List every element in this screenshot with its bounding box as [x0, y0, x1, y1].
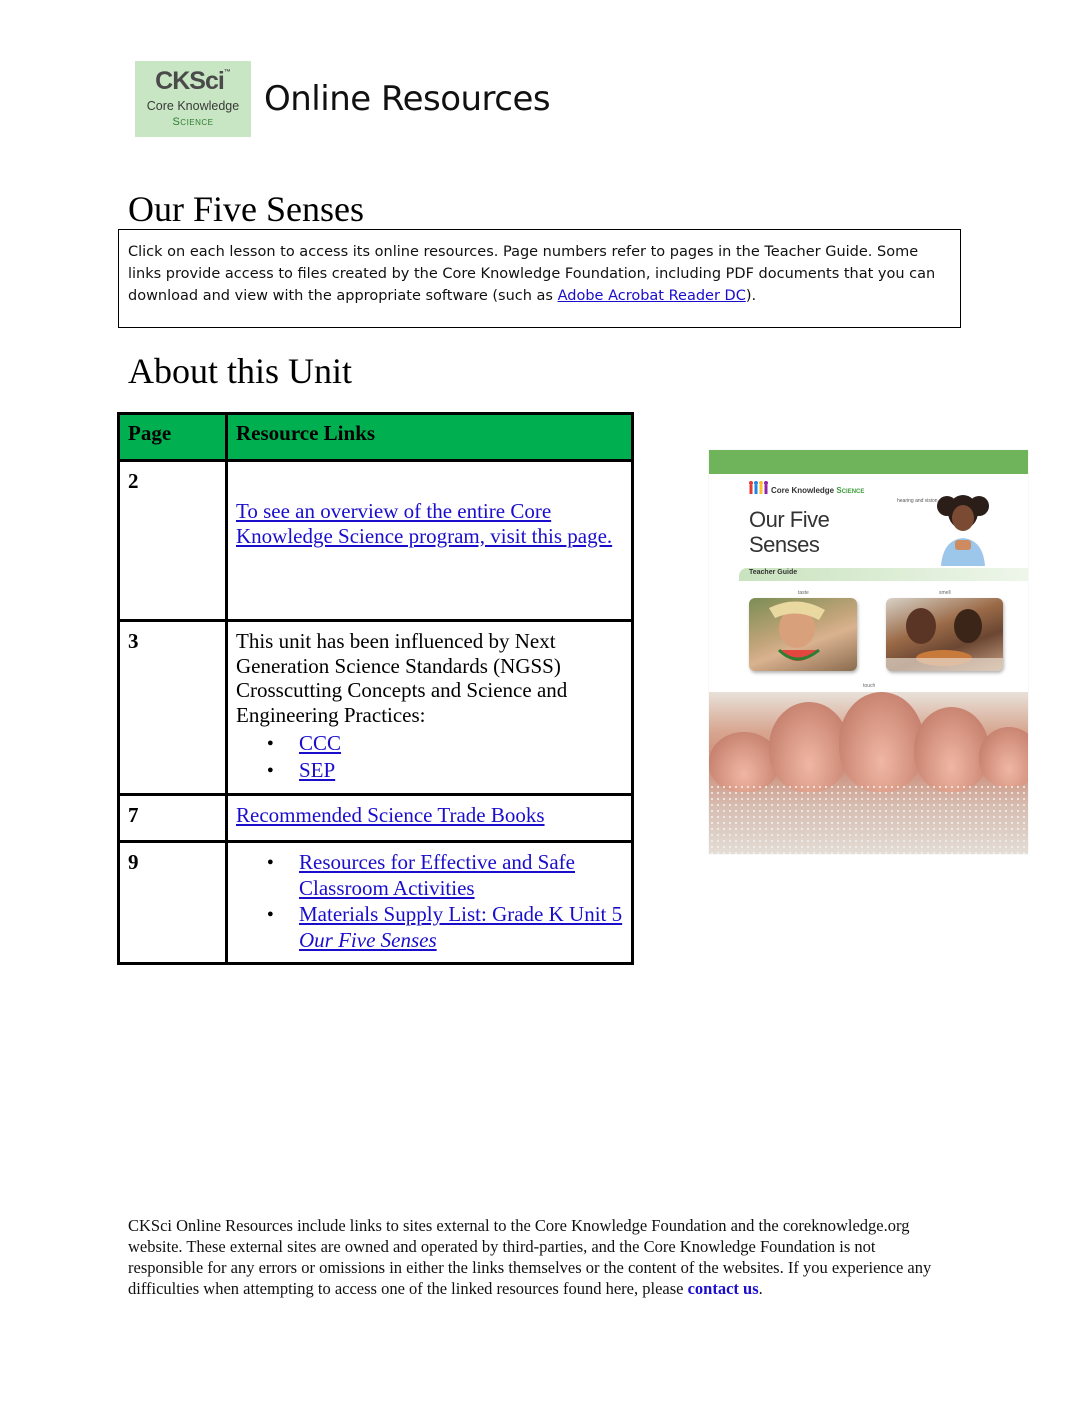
smell-label: smell: [939, 590, 951, 596]
trade-books-link[interactable]: Recommended Science Trade Books: [236, 803, 545, 827]
about-heading: About this Unit: [128, 351, 353, 391]
program-overview-link[interactable]: To see an overview of the entire Core Knowledge Science program, visit this page.: [236, 499, 613, 548]
table-row: [119, 461, 633, 621]
touch-photo: [709, 692, 1028, 854]
list-item: [299, 850, 623, 901]
resources-list: [236, 850, 623, 953]
footer-end: .: [758, 1279, 763, 1298]
cover-title: Our Five Senses: [749, 507, 830, 557]
teacher-guide-label: Teacher Guide: [749, 569, 798, 576]
page-number: 7: [119, 795, 227, 842]
resource-cell: [227, 842, 633, 964]
page-number: 9: [119, 842, 227, 964]
cover-subtitle: hearing and vision: [897, 498, 938, 504]
logo-line3: Science: [172, 116, 214, 128]
safe-activities-link[interactable]: Resources for Effective and Safe Classroom Activities: [299, 850, 575, 900]
supply-list-link[interactable]: Materials Supply List: Grade K Unit 5 Our Five Senses: [299, 902, 623, 952]
cover-brand: Core Knowledge Science: [771, 486, 865, 495]
header-title: Online Resources: [264, 79, 551, 119]
taste-label: taste: [798, 590, 809, 596]
ngss-list: [236, 731, 623, 783]
ccc-link[interactable]: CCC: [299, 731, 342, 755]
resource-table: [117, 412, 634, 965]
header-resource-links: Resource Links: [227, 414, 633, 461]
table-row: [119, 621, 633, 795]
footer-disclaimer: [128, 1215, 948, 1299]
intro-text: Click on each lesson to access its online resources. Page numbers refer to pages in the Teacher Guide. Some links provide access to files created by the Core Knowledge Foundation, including PDF documents that you can download and view with the appropriate software (such as: [128, 244, 936, 304]
table-row: [119, 795, 633, 842]
list-item: [299, 731, 623, 757]
intro-box: [118, 229, 961, 328]
table-row: [119, 842, 633, 964]
footer-text: CKSci Online Resources include links to sites external to the Core Knowledge Foundation and the coreknowledge.org website. These external sites are owned and operated by third-parties, and the Core Knowledge Foundation is not responsible for any errors or omissions in either the links themselves or the content of the websites. If you experience any difficulties when attempting to access one of the linked resources found here, please: [128, 1216, 932, 1298]
smell-photo: [886, 598, 1003, 671]
table-header-row: [119, 414, 633, 461]
girl-photo: [935, 488, 991, 566]
list-item: [299, 758, 623, 784]
acrobat-link[interactable]: Adobe Acrobat Reader DC: [557, 288, 746, 304]
teacher-guide-cover-image: [709, 450, 1028, 854]
page-number: 2: [119, 461, 227, 621]
ck-people-icon: [747, 480, 769, 496]
sep-link[interactable]: SEP: [299, 757, 336, 782]
intro-text-end: ).: [745, 288, 757, 304]
resource-cell: [227, 621, 633, 795]
contact-us-link[interactable]: contact us: [687, 1279, 759, 1298]
logo-main: CKSci™: [155, 67, 231, 95]
cksci-logo: [135, 61, 251, 137]
taste-photo: [749, 598, 857, 671]
logo-line2: Core Knowledge: [146, 99, 240, 113]
header-page: Page: [119, 414, 227, 461]
resource-cell: [227, 461, 633, 621]
unit-title: Our Five Senses: [128, 189, 364, 229]
resource-cell: [227, 795, 633, 842]
cover-top-bar: [709, 450, 1028, 474]
list-item: [299, 902, 623, 953]
ngss-text: This unit has been influenced by Next Generation Science Standards (NGSS) Crosscutting Concepts and Science and Engineering Practices:: [236, 629, 568, 727]
page-number: 3: [119, 621, 227, 795]
touch-label: touch: [863, 683, 876, 689]
